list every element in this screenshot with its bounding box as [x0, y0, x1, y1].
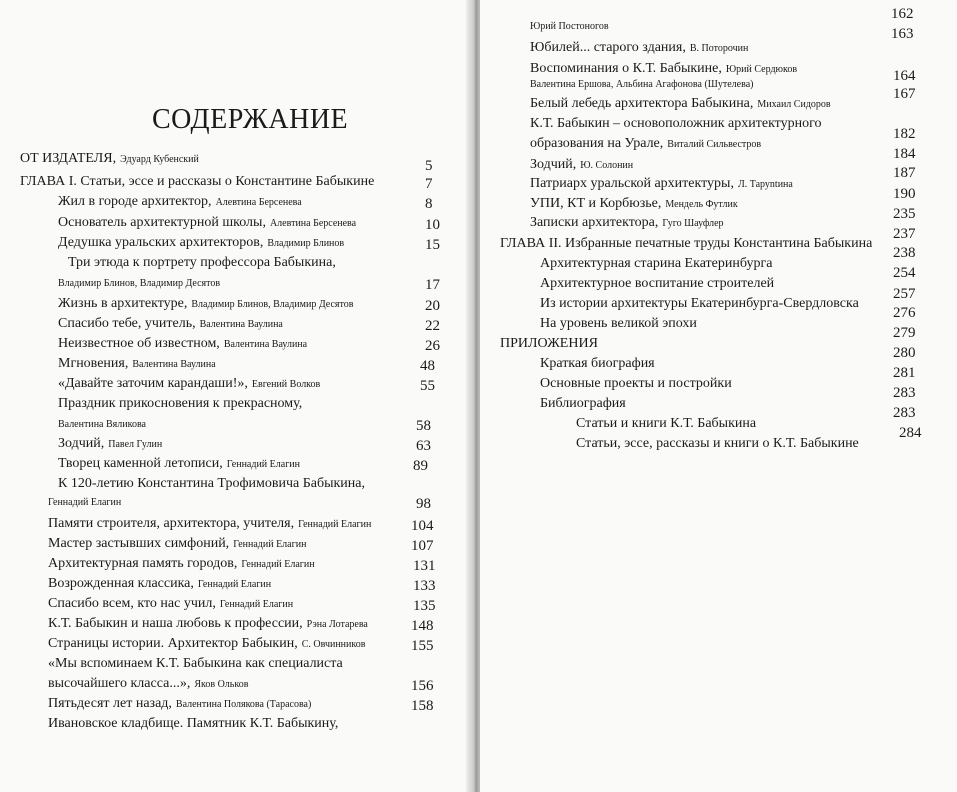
right-toc-entry — [540, 396, 626, 412]
entry-author: Л. Таруntина — [737, 179, 793, 190]
entry-title: высочайшего класса...», — [48, 676, 191, 691]
left-toc-entry — [58, 456, 300, 472]
entry-title: Зодчий, — [58, 436, 105, 451]
entry-page-number: 237 — [893, 226, 916, 242]
entry-title: Зодчий, — [530, 157, 577, 172]
entry-author: Гуго Шауфлер — [662, 218, 724, 229]
left-toc-entry — [48, 596, 293, 612]
entry-page-number: 135 — [413, 598, 436, 614]
left-toc-entry — [48, 494, 121, 510]
entry-page-number: 22 — [425, 318, 440, 334]
entry-page-number: 283 — [893, 385, 916, 401]
entry-author: Павел Гулин — [108, 439, 163, 450]
entry-title: «Мы вспоминаем К.Т. Бабыкина как специалиста — [48, 656, 343, 671]
left-toc-entry — [20, 151, 199, 167]
entry-page-number: 17 — [425, 277, 440, 293]
entry-title: Ивановское кладбище. Памятник К.Т. Бабыкину, — [48, 716, 339, 731]
entry-page-number: 167 — [893, 86, 916, 102]
left-toc-entry — [48, 636, 365, 652]
entry-title: Основатель архитектурной школы, — [58, 215, 266, 230]
right-toc-entry — [530, 61, 797, 77]
entry-page-number: 163 — [891, 26, 914, 42]
right-toc-entry — [540, 296, 859, 312]
entry-page-number: 148 — [411, 618, 434, 634]
right-toc-entry — [540, 256, 772, 272]
entry-author: Мендель Футлик — [665, 199, 738, 210]
entry-author: Геннадий Елагин — [219, 599, 294, 610]
entry-title: ГЛАВА II. Избранные печатные труды Константина Бабыкина — [500, 236, 873, 251]
entry-title: Мгновения, — [58, 356, 129, 371]
entry-page-number: 182 — [893, 126, 916, 142]
entry-author: Рэна Лотарева — [306, 619, 368, 630]
entry-author: Юрий Сердюков — [725, 64, 798, 75]
entry-page-number: 187 — [893, 165, 916, 181]
entry-page-number: 281 — [893, 365, 916, 381]
entry-page-number: 164 — [893, 68, 916, 84]
entry-author: Валентина Ершова, Альбина Агафонова (Шутелева) — [530, 79, 754, 90]
entry-title: образования на Урале, — [530, 136, 664, 151]
left-toc-entry — [58, 296, 353, 312]
right-toc-entry — [540, 376, 732, 392]
entry-title: Библиография — [540, 396, 626, 411]
left-toc-entry — [58, 476, 365, 492]
right-toc-entry — [500, 336, 598, 352]
entry-page-number: 48 — [420, 358, 435, 374]
right-toc-entry — [530, 18, 609, 34]
entry-title: Памяти строителя, архитектора, учителя, — [48, 516, 295, 531]
entry-page-number: 280 — [893, 345, 916, 361]
entry-page-number: 279 — [893, 325, 916, 341]
entry-title: К 120-летию Константина Трофимовича Бабыкина, — [58, 476, 366, 491]
entry-page-number: 235 — [893, 206, 916, 222]
entry-author: Валентина Ваулина — [132, 359, 216, 370]
entry-title: Из истории архитектуры Екатеринбурга-Свердловска — [540, 296, 859, 311]
entry-page-number: 55 — [420, 378, 435, 394]
left-toc-entry — [48, 556, 315, 572]
entry-page-number: 257 — [893, 286, 916, 302]
entry-page-number: 284 — [899, 425, 922, 441]
right-toc-entry — [576, 416, 756, 432]
entry-page-number: 15 — [425, 237, 440, 253]
left-toc-entry — [58, 275, 220, 291]
left-toc-entry — [48, 716, 338, 732]
entry-page-number: 131 — [413, 558, 436, 574]
right-toc-entry — [540, 276, 774, 292]
entry-page-number: 276 — [893, 305, 916, 321]
left-toc-entry — [48, 536, 306, 552]
entry-author: В. Поторочин — [689, 43, 749, 54]
entry-title: Краткая биография — [540, 356, 655, 371]
right-toc-entry — [500, 236, 872, 252]
entry-title: Жил в городе архитектор, — [58, 194, 212, 209]
entry-title: Статьи и книги К.Т. Бабыкина — [576, 416, 757, 431]
left-toc-entry — [20, 174, 374, 190]
entry-author: Юрий Постоногов — [530, 21, 609, 32]
entry-title: Мастер застывших симфоний, — [48, 536, 230, 551]
right-toc-entry — [576, 436, 859, 452]
entry-author: Владимир Блинов, Владимир Десятов — [58, 278, 221, 289]
entry-page-number: 20 — [425, 298, 440, 314]
entry-page-number: 104 — [411, 518, 434, 534]
entry-page-number: 158 — [411, 698, 434, 714]
entry-page-number: 162 — [891, 6, 914, 22]
right-page — [480, 0, 957, 792]
entry-title: Воспоминания о К.Т. Бабыкине, — [530, 61, 722, 76]
entry-page-number: 155 — [411, 638, 434, 654]
left-toc-entry — [68, 255, 336, 271]
entry-title: Основные проекты и постройки — [540, 376, 732, 391]
entry-title: Спасибо тебе, учитель, — [58, 316, 196, 331]
entry-title: «Давайте заточим карандаши!», — [58, 376, 248, 391]
entry-page-number: 238 — [893, 245, 916, 261]
entry-author: Яков Ольков — [194, 679, 249, 690]
left-toc-entry — [58, 194, 302, 210]
entry-author: Владимир Блинов — [267, 238, 345, 249]
entry-author: Михаил Сидоров — [757, 99, 831, 110]
entry-page-number: 89 — [413, 458, 428, 474]
entry-page-number: 254 — [893, 265, 916, 281]
entry-title: Архитектурная память городов, — [48, 556, 238, 571]
entry-page-number: 98 — [416, 496, 431, 512]
entry-author: Валентина Полякова (Тарасова) — [175, 699, 312, 710]
entry-author: Геннадий Елагин — [48, 497, 122, 508]
page-title: СОДЕРЖАНИЕ — [152, 104, 349, 135]
entry-title: Творец каменной летописи, — [58, 456, 223, 471]
entry-page-number: 107 — [411, 538, 434, 554]
left-toc-entry — [48, 696, 311, 712]
entry-author: С. Овчинников — [301, 639, 366, 650]
entry-title: ГЛАВА I. Статьи, эссе и рассказы о Константине Бабыкине — [20, 174, 375, 189]
entry-title: Юбилей... старого здания, — [530, 40, 686, 55]
entry-title: Жизнь в архитектуре, — [58, 296, 188, 311]
entry-page-number: 133 — [413, 578, 436, 594]
left-toc-entry — [58, 356, 216, 372]
entry-author: Виталий Сильвестров — [667, 139, 762, 150]
entry-author: Валентина Ваулина — [223, 339, 308, 350]
entry-author: Геннадий Елагин — [197, 579, 272, 590]
right-toc-entry — [530, 157, 633, 173]
entry-title: Неизвестное об известном, — [58, 336, 220, 351]
left-toc-entry — [58, 396, 302, 412]
entry-title: Статьи, эссе, рассказы и книги о К.Т. Бабыкине — [576, 436, 859, 451]
entry-author: Геннадий Елагин — [298, 519, 372, 530]
entry-author: Валентина Вяликова — [58, 419, 146, 430]
entry-title: Белый лебедь архитектора Бабыкина, — [530, 96, 754, 111]
left-toc-entry — [48, 516, 371, 532]
entry-title: Патриарх уральской архитектуры, — [530, 176, 734, 191]
entry-page-number: 63 — [416, 438, 431, 454]
right-toc-entry — [530, 176, 793, 192]
entry-author: Геннадий Елагин — [241, 559, 315, 570]
entry-author: Евгений Волков — [251, 379, 321, 390]
right-toc-entry — [540, 316, 697, 332]
right-toc-entry — [530, 40, 748, 56]
right-toc-entry — [530, 196, 738, 212]
entry-title: Спасибо всем, кто нас учил, — [48, 596, 216, 611]
entry-page-number: 184 — [893, 146, 916, 162]
entry-title: На уровень великой эпохи — [540, 316, 697, 331]
left-toc-entry — [48, 616, 368, 632]
left-toc-entry — [48, 576, 271, 592]
entry-page-number: 190 — [893, 186, 916, 202]
entry-author: Алевтина Берсенева — [269, 218, 357, 229]
entry-author: Геннадий Елагин — [226, 459, 300, 470]
left-toc-entry — [58, 235, 344, 251]
left-toc-entry — [58, 376, 320, 392]
entry-title: ПРИЛОЖЕНИЯ — [500, 336, 598, 351]
entry-page-number: 7 — [425, 176, 433, 192]
entry-author: Валентина Ваулина — [199, 319, 283, 330]
entry-author: Владимир Блинов, Владимир Десятов — [191, 299, 354, 310]
left-toc-entry — [58, 436, 162, 452]
entry-title: ОТ ИЗДАТЕЛЯ, — [20, 151, 117, 166]
left-toc-entry — [48, 676, 248, 692]
entry-title: Записки архитектора, — [530, 215, 659, 230]
entry-page-number: 156 — [411, 678, 434, 694]
left-toc-entry — [58, 336, 307, 352]
right-toc-entry — [530, 76, 753, 92]
entry-title: К.Т. Бабыкин и наша любовь к профессии, — [48, 616, 303, 631]
right-toc-entry — [540, 356, 655, 372]
entry-page-number: 8 — [425, 196, 433, 212]
left-toc-entry — [58, 316, 283, 332]
right-toc-entry — [530, 96, 831, 112]
entry-title: Архитектурная старина Екатеринбурга — [540, 256, 773, 271]
right-toc-entry — [530, 215, 724, 231]
entry-title: К.Т. Бабыкин – основоположник архитектурного — [530, 116, 822, 131]
entry-title: Пятьдесят лет назад, — [48, 696, 172, 711]
entry-page-number: 10 — [425, 217, 440, 233]
entry-page-number: 283 — [893, 405, 916, 421]
entry-title: Дедушка уральских архитекторов, — [58, 235, 264, 250]
left-toc-entry — [58, 416, 146, 432]
entry-title: УПИ, КТ и Корбюзье, — [530, 196, 662, 211]
left-toc-entry — [58, 215, 356, 231]
entry-title: Возрожденная классика, — [48, 576, 194, 591]
right-toc-entry — [530, 116, 822, 132]
entry-page-number: 5 — [425, 158, 433, 174]
entry-author: Геннадий Елагин — [233, 539, 307, 550]
entry-title: Праздник прикосновения к прекрасному, — [58, 396, 303, 411]
entry-title: Три этюда к портрету профессора Бабыкина, — [68, 255, 336, 270]
entry-page-number: 26 — [425, 338, 440, 354]
entry-page-number: 58 — [416, 418, 431, 434]
left-page — [0, 0, 470, 792]
left-toc-entry — [48, 656, 343, 672]
entry-title: Архитектурное воспитание строителей — [540, 276, 775, 291]
entry-author: Алевтина Берсенева — [215, 197, 302, 208]
right-toc-entry — [530, 136, 761, 152]
entry-author: Ю. Солонин — [580, 160, 634, 171]
entry-title: Страницы истории. Архитектор Бабыкин, — [48, 636, 298, 651]
entry-author: Эдуард Кубенский — [120, 154, 199, 165]
